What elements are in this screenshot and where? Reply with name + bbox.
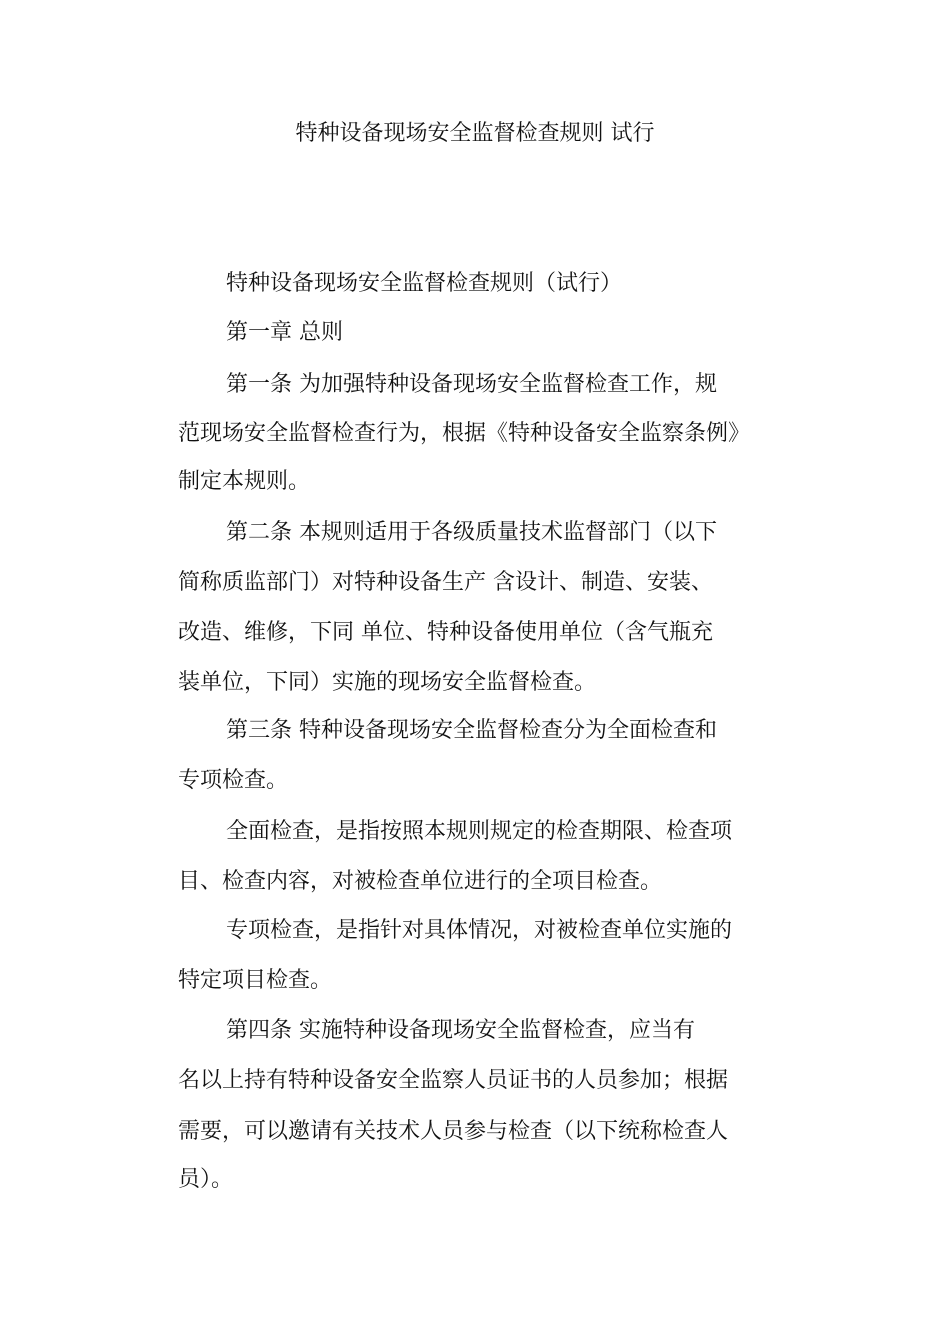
article-2-line-2: 简称质监部门）对特种设备生产 含设计、制造、安装、 (178, 570, 713, 595)
page-title: 特种设备现场安全监督检查规则 试行 (295, 121, 655, 146)
article-2-line-1: 第二条 本规则适用于各级质量技术监督部门（以下 (226, 520, 717, 545)
article-4-line-4: 员）。 (178, 1167, 234, 1192)
article-2-line-4: 装单位，下同）实施的现场安全监督检查。 (178, 670, 597, 695)
special-inspection-line-2: 特定项目检查。 (178, 968, 333, 993)
special-inspection-line-1: 专项检查，是指针对具体情况，对被检查单位实施的 (226, 918, 733, 943)
article-1-line-1: 第一条 为加强特种设备现场安全监督检查工作，规 (226, 372, 717, 397)
article-1-line-2: 范现场安全监督检查行为，根据《特种设备安全监察条例》 (178, 421, 751, 446)
article-4-line-3: 需要，可以邀请有关技术人员参与检查（以下统称检查人 (178, 1119, 729, 1144)
article-1-line-3: 制定本规则。 (178, 469, 311, 494)
article-2-line-3: 改造、维修，下同 单位、特种设备使用单位（含气瓶充 (178, 620, 713, 645)
article-4-line-2: 名以上持有特种设备安全监察人员证书的人员参加；根据 (178, 1068, 729, 1093)
article-3-line-2: 专项检查。 (178, 768, 289, 793)
full-inspection-line-2: 目、检查内容，对被检查单位进行的全项目检查。 (178, 869, 663, 894)
article-3-line-1: 第三条 特种设备现场安全监督检查分为全面检查和 (226, 718, 717, 743)
full-inspection-line-1: 全面检查，是指按照本规则规定的检查期限、检查项 (226, 819, 733, 844)
chapter-heading: 第一章 总则 (226, 320, 343, 345)
document-heading: 特种设备现场安全监督检查规则（试行） (226, 271, 623, 296)
article-4-line-1: 第四条 实施特种设备现场安全监督检查，应当有 (226, 1018, 695, 1043)
